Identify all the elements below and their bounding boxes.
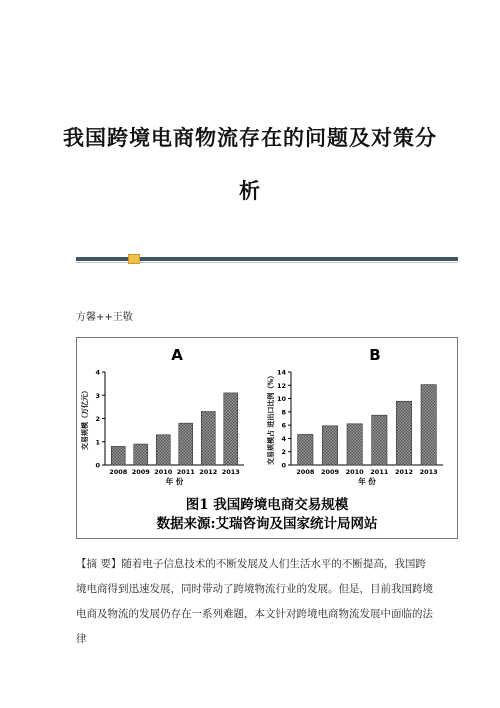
y-tick-label: 10 <box>276 395 286 404</box>
figure-1 <box>76 337 458 539</box>
x-tick-label: 2008 <box>109 468 128 476</box>
bar-2009 <box>322 426 337 465</box>
abstract <box>76 552 436 652</box>
bar-2010 <box>347 424 362 465</box>
x-tick-label: 2011 <box>176 468 195 476</box>
y-tick-label: 4 <box>281 434 286 443</box>
chart-title: B <box>369 346 381 364</box>
y-axis-label: 交易规模（万亿元） <box>80 387 89 450</box>
y-tick-label: 0 <box>95 461 100 470</box>
x-tick-label: 2013 <box>419 468 438 476</box>
document-title-line-2: 析 <box>239 178 261 203</box>
document-title-line-1: 我国跨境电商物流存在的问题及对策分 <box>63 125 437 150</box>
figure-source: 数据来源:艾瑞咨询及国家统计局网站 <box>156 516 378 532</box>
x-tick-label: 2009 <box>320 468 340 476</box>
bar-2012 <box>201 412 215 465</box>
x-tick-label: 2009 <box>131 468 150 476</box>
x-tick-label: 2013 <box>221 468 240 476</box>
bar-2013 <box>224 393 238 465</box>
y-tick-label: 8 <box>281 408 286 417</box>
x-tick-label: 2012 <box>199 468 218 476</box>
y-tick-label: 4 <box>95 368 100 377</box>
y-tick-label: 3 <box>95 391 100 400</box>
x-tick-label: 2010 <box>154 468 173 476</box>
y-tick-label: 6 <box>281 421 286 430</box>
y-axis-label: 交易规模占 进出口比例（%） <box>266 371 275 466</box>
bar-2011 <box>372 415 387 465</box>
bar-2011 <box>179 423 193 465</box>
y-tick-label: 1 <box>95 438 100 447</box>
y-tick-label: 12 <box>276 381 286 390</box>
x-tick-label: 2011 <box>370 468 389 476</box>
x-tick-label: 2010 <box>345 468 364 476</box>
y-tick-label: 2 <box>281 448 286 457</box>
x-tick-label: 2008 <box>296 468 315 476</box>
bar-2013 <box>421 385 436 465</box>
bar-2009 <box>134 444 148 465</box>
y-tick-label: 0 <box>281 461 286 470</box>
divider-marker-icon <box>128 254 140 264</box>
y-tick-label: 14 <box>276 368 286 377</box>
chart-title: A <box>171 346 183 364</box>
bar-2012 <box>396 401 411 465</box>
abstract-label: 【摘 要】 <box>76 558 122 570</box>
x-tick-label: 2012 <box>394 468 414 476</box>
y-tick-label: 2 <box>95 415 100 423</box>
bar-2008 <box>298 434 313 465</box>
abstract-text: 随着电子信息技术的不断发展及人们生活水平的不断提高，我国跨境电商得到迅速发展，同时带动了跨境物流行业的发展。但是，目前我国跨境电商及物流的发展仍存在一系列难题，本文针对跨境电商物流发展中面临的法律 <box>76 558 433 645</box>
x-axis-label: 年 份 <box>358 477 376 486</box>
bar-2010 <box>156 435 170 465</box>
authors: 方馨++王敬 <box>76 312 133 323</box>
bar-2008 <box>111 446 125 465</box>
x-axis-label: 年 份 <box>165 477 184 486</box>
figure-caption: 图1 我国跨境电商交易规模 <box>185 497 349 513</box>
